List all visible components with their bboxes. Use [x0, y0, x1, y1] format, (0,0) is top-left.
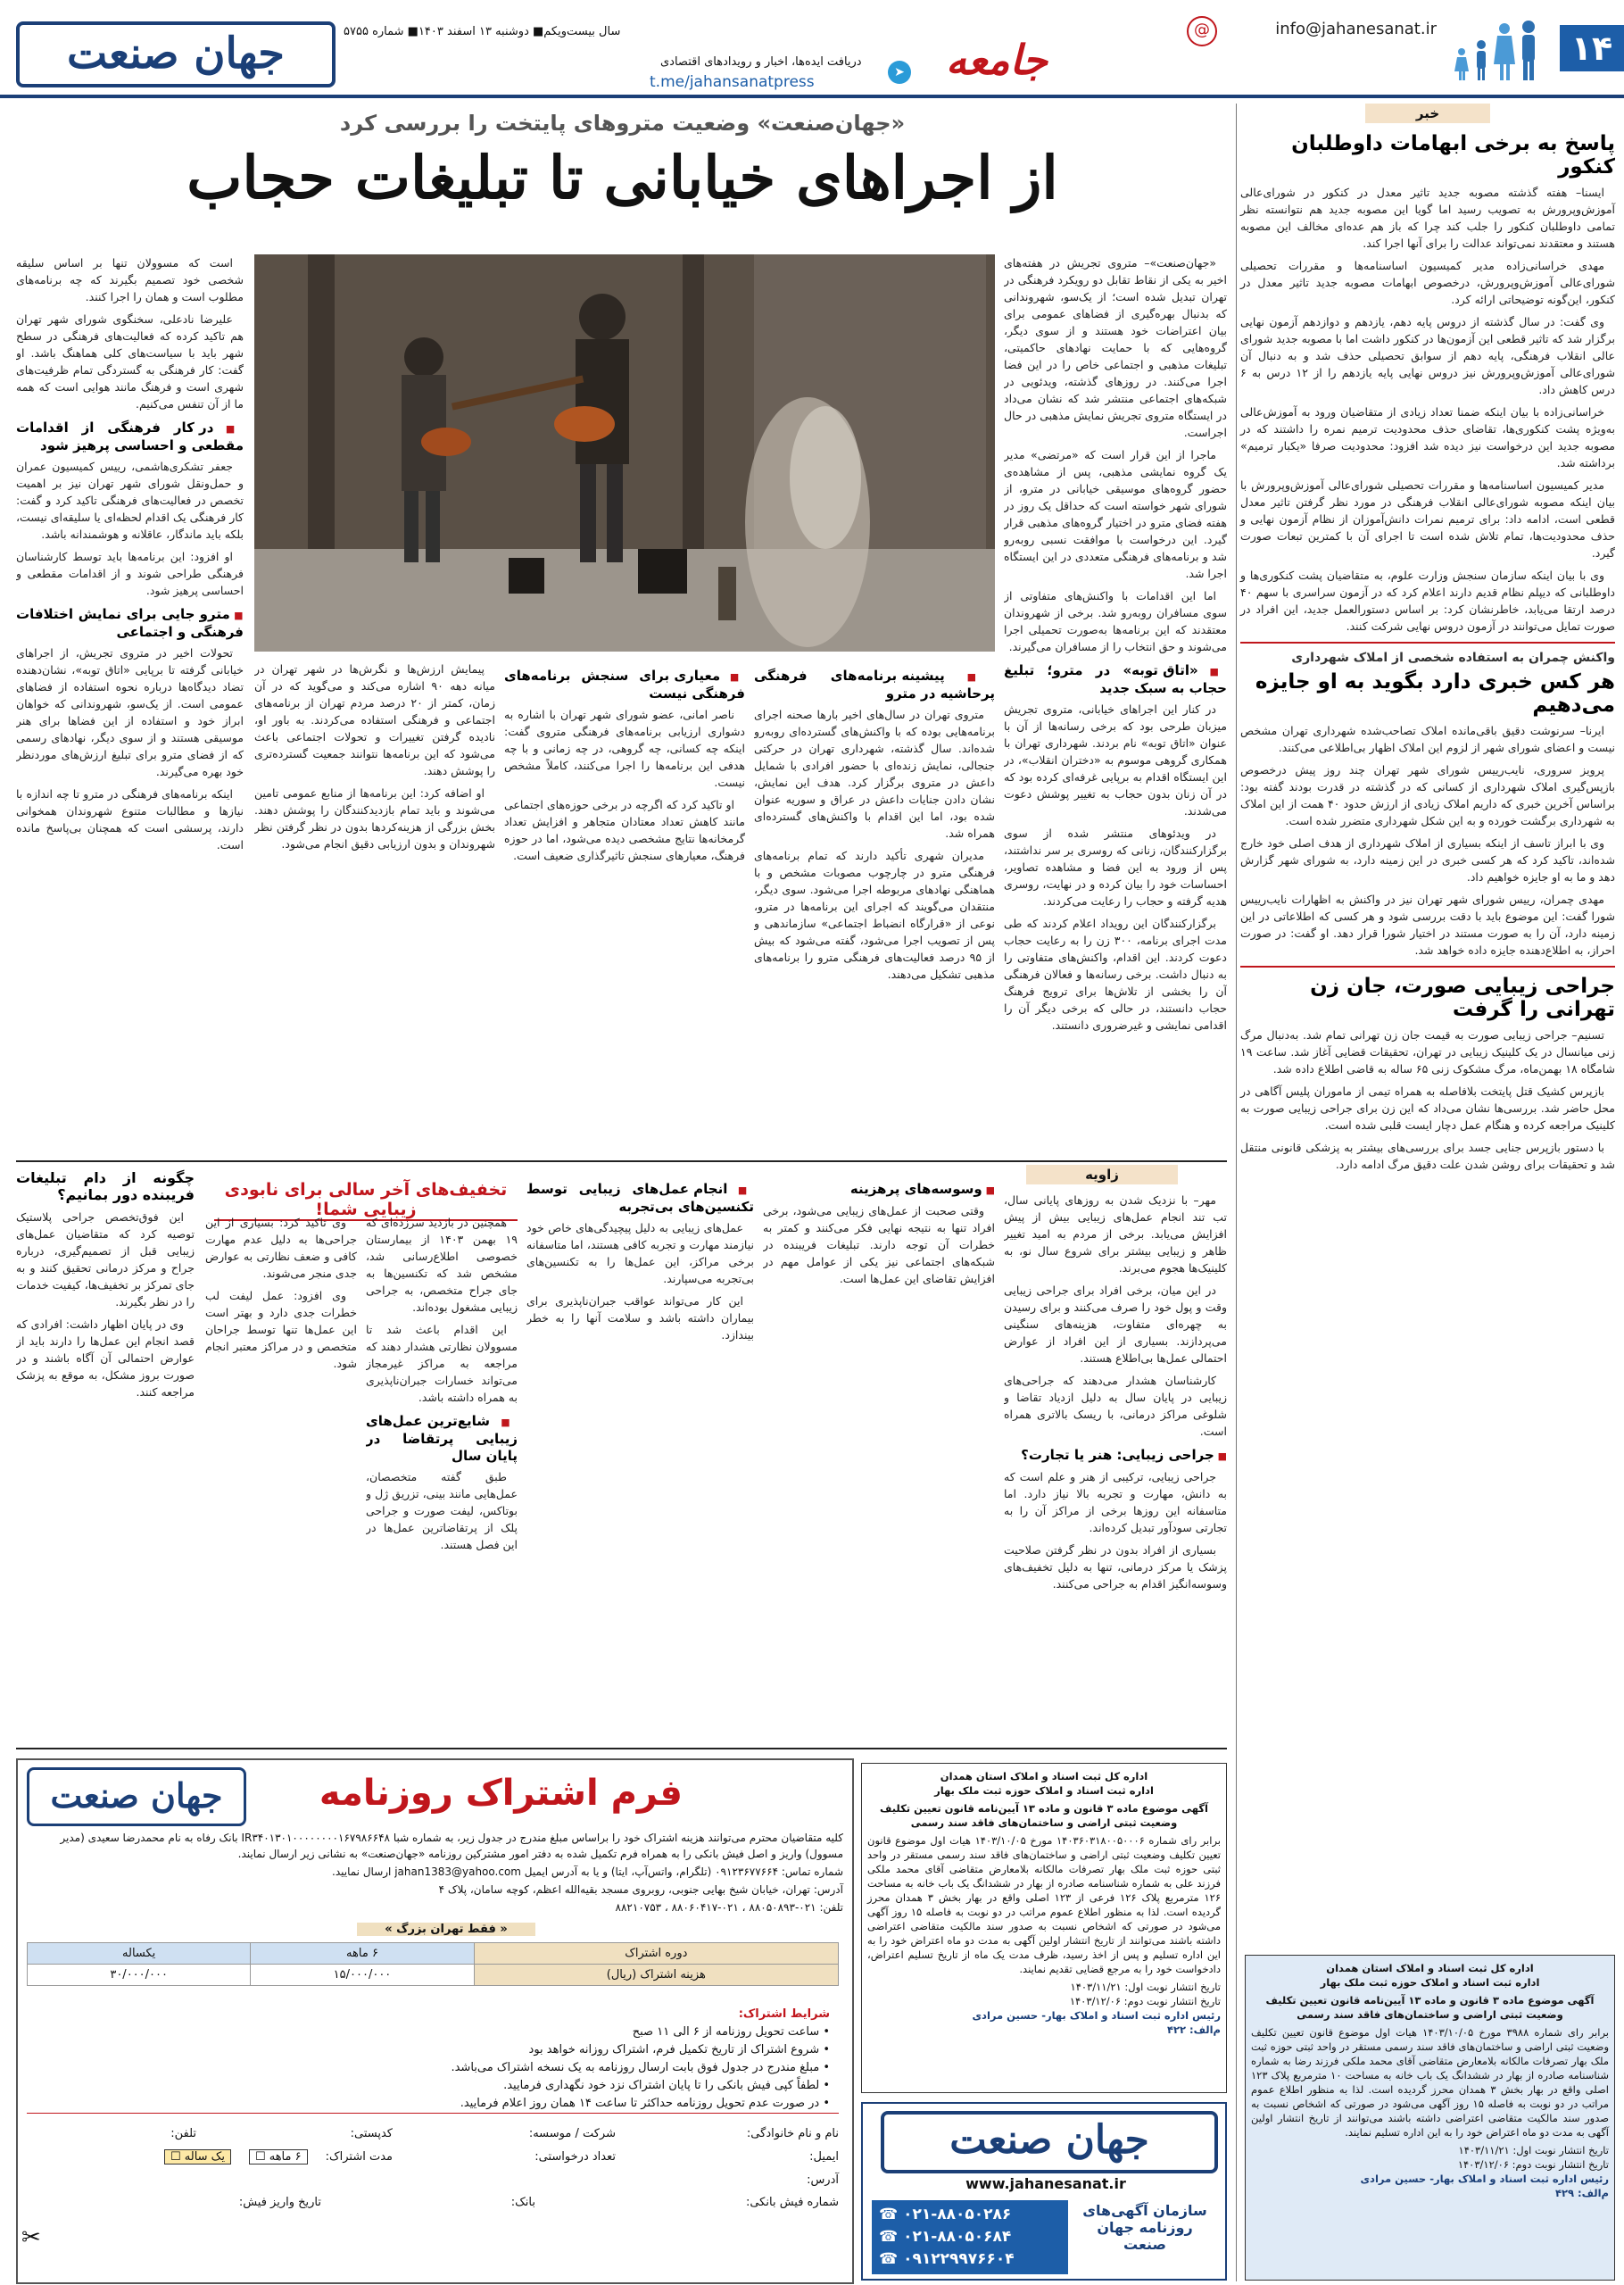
- paragraph: مدیران شهری تأکید دارند که تمام برنامه‌های فرهنگی مترو در چارچوب مصوبات مشخص و با هماهنگی نهادهای مربوطه اجرا می‌شود. سوی دیگر، منتقدان می‌گویند که اجرای این برنامه‌ها در مترو، نوعی از «قرارگاه انضباط اجتماعی» سازماندهی و پس از تصویب اجرا می‌شود، گفته می‌شود که بیش از ۹۵ درصد فعالیت‌های فرهنگی مترو را برنامه‌های مذهبی تشکیل می‌دهند.: [754, 849, 995, 981]
- table-caption: « فقط تهران بزرگ »: [357, 1923, 535, 1936]
- paragraph: برگزارکنندگان این رویداد اعلام کردند که طی مدت اجرای برنامه، ۳۰۰ زن را به رعایت حجاب دعوت کردند. این اقدام، واکنش‌های متفاوتی را به دنبال داشت. برخی رسانه‌ها و فعالان فرهنگی آن را بخشی از تلاش‌ها برای ترویج فرهنگ حجاب دانستند، در حالی که برخی دیگر آن را اقدامی نمایشی و غیرضروری دانستند.: [1004, 917, 1227, 1032]
- paragraph: خراسانی‌زاده با بیان اینکه ضمنا تعداد زیادی از متقاضیان ورود به آموزش‌عالی به‌ویژه پشت کنکوری‌ها، تقاضای حذف محدودیت ترمیم نمره را داشتند که در مصوبه جدید این درخواست نیز دیده شد افزود: محدودیت صرفا «یکبار ترمیم» برداشته شد.: [1240, 405, 1615, 469]
- paragraph: بسیاری از افراد بدون در نظر گرفتن صلاحیت پزشک یا مرکز درمانی، تنها به دلیل تخفیف‌های وسوسه‌انگیز اقدام به جراحی می‌کنند.: [1004, 1543, 1227, 1591]
- label-date: تاریخ واریز فیش:: [238, 2196, 321, 2209]
- ad1-dates: تاریخ انتشار نوبت اول: ۱۴۰۳/۱۱/۲۱ تاریخ انتشار نوبت دوم: ۱۴۰۳/۱۲/۰۶: [1069, 1981, 1221, 2007]
- paragraph: این اقدام باعث شد تا مسوولان نظارتی هشدار دهند که مراجعه به مراکز غیرمجاز می‌تواند خسارات جبران‌ناپذیری به همراه داشته باشد.: [366, 1323, 518, 1404]
- ad2-sign: رئیس اداره ثبت اسناد و املاک بهار- حسین مرادی م‌الف: ۴۲۹: [1360, 2173, 1609, 2199]
- paragraph: وی تاکید کرد: بسیاری از این جراحی‌ها به دلیل عدم مهارت کافی و ضعف نظارتی به عوارض جدی منجر می‌شوند.: [205, 1216, 357, 1280]
- main-col1: [1004, 254, 1227, 1156]
- paragraph: مهدی چمران، رییس شورای شهر تهران نیز در واکنش به اظهارات نایب‌رییس شورا گفت: این موضوع باید با دقت بررسی شود و هر کسی که اطلاعاتی در این زمینه دارد، آن را به صورت مستند در اختیار شورا قرار دهد. او گفت: در صورت احراز، به اطلاع‌دهنده جایزه داده خواهد شد.: [1240, 893, 1615, 957]
- lower-col3: [526, 1174, 754, 1741]
- col2-subhead1: ■ پیشینه برنامه‌های فرهنگی پرحاشیه در مترو: [754, 668, 995, 702]
- label-period: مدت اشتراک:: [325, 2150, 393, 2164]
- paragraph: وی با بیان اینکه سازمان سنجش وزارت علوم، به متقاضیان پشت کنکوری‌ها و داوطلبانی که دیپلم نظام قدیم دارند اعلام کرد که در آزمون سراسری با سهم ۴۰ درصد ارتقا می‌یابد، خاطرنشان کرد: بر اساس دستورالعمل جدید، این افراد در صورت تمایل می‌توانند در آزمون دروس نهایی شرکت کنند.: [1240, 569, 1615, 633]
- ad1-sign: رئیس اداره ثبت اسناد و املاک بهار- حسین مرادی م‌الف: ۴۲۲: [972, 2009, 1221, 2036]
- paragraph: در این میان، برخی افراد برای جراحی زیبایی وقت و پول خود را صرف می‌کنند و برای رسیدن به چهره‌ای متفاوت، هزینه‌های سنگینی می‌پردازند. بسیاری از این افراد از عوارض احتمالی عمل‌ها بی‌اطلاع هستند.: [1004, 1284, 1227, 1365]
- paragraph: این کار می‌تواند عواقب جبران‌ناپذیری برای بیماران داشته باشد و سلامت آنها را به خطر بیندازد.: [526, 1294, 754, 1342]
- col3-subhead: ■ معیاری برای سنجش برنامه‌های فرهنگی نیست: [504, 668, 745, 702]
- paragraph: همچنین در بازدید سرزده‌ای که ۱۹ بهمن ۱۴۰۳ از بیمارستان خصوصی اطلاع‌رسانی شد، مشخص شد که تکنسین‌ها به جای جراح متخصص، به جراحی زیبایی مشغول بوده‌اند.: [366, 1216, 518, 1314]
- paragraph: او افزود: این برنامه‌ها باید توسط کارشناسان فرهنگی طراحی شوند و از اقدامات مقطعی و احساسی پرهیز شود.: [16, 550, 244, 597]
- main-title: از اجراهای خیابانی تا تبلیغات حجاب: [186, 143, 1058, 212]
- subscription-contact: شماره تماس: ۰۹۱۲۳۶۷۷۶۶۴ (تلگرام، واتس‌آپ، ایتا) و یا به آدرس ایمیل jahan1383@yahoo.com ارسال نمایید.: [332, 1865, 843, 1878]
- label-phone: تلفن:: [170, 2127, 196, 2140]
- news1-body: [1240, 184, 1615, 635]
- phone-1[interactable]: ☎ ۰۲۱-۸۸۰۵۰۲۸۶: [879, 2206, 1012, 2223]
- col5-subhead2: ■ مترو جایی برای نمایش اختلافات فرهنگی و اجتماعی: [16, 606, 244, 641]
- ad2-header: اداره کل ثبت اسناد و املاک استان همدان اداره ثبت اسناد و املاک حوزه ثبت ملک بهار: [1320, 1962, 1540, 1989]
- condition-item: • ساعت تحویل روزنامه از ۶ الی ۱۱ صبح: [632, 2025, 830, 2039]
- conditions-title: شرایط اشتراک:: [738, 2007, 830, 2021]
- ad2-title: آگهی موضوع ماده ۳ قانون و ماده ۱۳ آیین‌نامه قانون تعیین تکلیف وضعیت ثبتی اراضی و ساختمان‌های فاقد سند رسمی: [1265, 1994, 1595, 2021]
- subscription-phones: تلفن: ۰۲۱-۸۸۰۵۰۸۹۳ ، ۰۲۱-۸۸۰۶۰۴۱۷ ، ۸۸۲۱۰۷۵۳: [615, 1901, 843, 1914]
- issue-info: سال بیست‌ویکم■ دوشنبه ۱۳ اسفند ۱۴۰۳■ شماره ۵۷۵۵: [344, 25, 621, 38]
- ad1-body: برابر رای شماره ۱۴۰۳۶۰۳۱۸۰۰۵۰۰۰۶ مورخ ۱۴۰۳/۱۰/۰۵ هیات اول موضوع قانون تعیین تکلیف وضعیت ثبتی اراضی و ساختمان‌های فاقد سند رسمی مستقر در واحد ثبتی حوزه ثبت ملک بهار تصرفات مالکانه بلامعارض متقاضی آقای محمد ملکی فرزند علی به شماره شناسنامه صادره از بهار در ششدانگ یک باب خانه به مساحت ۱۲۶ مترمربع پلاک ۱۲۶ فرعی از ۱۲۳ اصلی واقع در بهار بخش ۳ همدان محرز گردیده است. لذا به منظور اطلاع عموم مراتب در دو نوبت به فاصله ۱۵ روز آگهی می‌شود در صورتی که اشخاص نسبت به صدور سند مالکیت متقاضی اعتراضی داشته باشند می‌توانند از تاریخ انتشار اولین آگهی به مدت دو ماه اعتراض خود را به این اداره تسلیم و پس از اخذ رسید، ظرف مدت یک ماه از تاریخ تسلیم اعتراض، دادخواست خود را به مرجع قضایی تقدیم نمایند.: [867, 1834, 1222, 1975]
- main-col5: [16, 254, 244, 1156]
- paragraph: طبق گفته متخصصان، عمل‌هایی مانند بینی، تزریق ژل و بوتاکس، لیفت صورت و جراحی پلک از پرتقاضاترین عمل‌ها در این فصل هستند.: [366, 1470, 518, 1551]
- label-company: شرکت / موسسه:: [528, 2127, 616, 2140]
- ad1-title: آگهی موضوع ماده ۳ قانون و ماده ۱۳ آیین‌نامه قانون تعیین تکلیف وضعیت ثبتی اراضی و ساختمان‌های فاقد سند رسمی: [880, 1802, 1208, 1829]
- page-number: ۱۴: [1560, 25, 1624, 71]
- label-name: نام و نام خانوادگی:: [746, 2127, 839, 2140]
- lower-col6-title: چگونه از دام تبلیغات فریبنده دور بمانیم؟: [16, 1169, 195, 1203]
- lower-col4: [366, 1214, 518, 1741]
- paragraph: وی با ابراز تاسف از اینکه بسیاری از املاک شهرداری از هدف اصلی خود خارج شده‌اند، تاکید کرد که هر کسی خبری در این زمینه دارد، به شورای شهر گزارش دهد و ما به او جایزه خواهیم داد.: [1240, 836, 1615, 884]
- paragraph: تحولات اخیر در متروی تجریش، از اجراهای خیابانی گرفته تا برپایی «اتاق توبه»، نشان‌دهنده تضاد دیدگاه‌ها درباره نحوه استفاده از فضاهای عمومی است. از یک‌سو، شهروندانی که خواهان ابراز خود و استفاده از این فضاها برای هنر موسیقی هستند و از سوی دیگر، نهادهای رسمی که از فضای مترو برای تبلیغ ارزش‌های موردنظر خود بهره می‌گیرند.: [16, 646, 244, 778]
- condition-item: • شروع اشتراک از تاریخ تکمیل فرم، اشتراک روزانه خواهد بود: [528, 2043, 830, 2056]
- label-address: آدرس:: [807, 2173, 839, 2187]
- lower-col4-subhead: ■ شایع‌ترین عمل‌های زیبایی پرتقاضا در پایان سال: [366, 1413, 518, 1465]
- paragraph: تسنیم– جراحی زیبایی صورت به قیمت جان زن تهرانی تمام شد. به‌دنبال مرگ زنی میانسال در یک کلینیک زیبایی در تهران، تحقیقات قضایی آغاز شد. ساعت ۱۹ شامگاه ۱۸ بهمن‌ماه، مرگ مشکوک زنی ۶۵ ساله به قاضی اطلاع داده شد.: [1240, 1028, 1615, 1076]
- paragraph: ایسنا– هفته گذشته مصوبه جدید تاثیر معدل در کنکور در شورای‌عالی آموزش‌وپرورش به تصویب رسید اما گویا این مصوبه جدید هم نتوانسته نظر تمامی داوطلبان کنکور را جلب کند چرا که باز هم عده‌ای مخالف این مصوبه هستند و معتقدند نمی‌تواند عدالت را برای آنها اجرا کند.: [1240, 186, 1615, 250]
- th-year: یکساله: [28, 1943, 251, 1965]
- paragraph: او تاکید کرد که اگرچه در برخی حوزه‌های اجتماعی مانند کاهش تعداد معتادان متجاهر و افزایش تعداد گرمخانه‌ها نتایج مشخصی دیده می‌شود، اما در حوزه فرهنگ، معیارهای سنجش تاثیرگذاری ضعیف است.: [504, 798, 745, 862]
- zavieh-col2: [763, 1174, 995, 1741]
- ad1-header: اداره کل ثبت اسناد و املاک استان همدان اداره ثبت اسناد و املاک حوزه ثبت ملک بهار: [934, 1770, 1154, 1797]
- ad-sales-org: سازمان آگهی‌های روزنامه جهان صنعت: [1082, 2202, 1207, 2253]
- scissors-icon: ✂: [21, 2224, 41, 2251]
- lower-bottom-rule: [16, 1748, 1227, 1749]
- paragraph: علیرضا نادعلی، سخنگوی شورای شهر تهران هم تاکید کرده که فعالیت‌های فرهنگی در سطح شهر باید با سیاست‌های کلی هماهنگ باشد. او گفت: کار فرهنگی به گستردگی تمام ظرفیت‌های شهری است و فرهنگ مانند هوایی است که همه ما از آن تنفس می‌کنیم.: [16, 312, 244, 411]
- article-photo: [254, 254, 995, 652]
- paragraph: در کنار این اجراهای خیابانی، متروی تجریش میزبان طرحی بود که برخی رسانه‌ها از آن با عنوان «اتاق توبه» نام بردند. شهرداری تهران با همکاری گروهی موسوم به «دختران انقلاب»، در این ایستگاه اقدام به برپایی غرفه‌ای کرده بود که در آن زنان بدون حجاب به تغییر پوشش دعوت می‌شدند.: [1004, 702, 1227, 818]
- lower-col6: [16, 1169, 195, 1741]
- legal-ad-1: [861, 1763, 1227, 2093]
- col5-subhead1: ■ در کار فرهنگی از اقدامات مقطعی و احساسی پرهیز شود: [16, 420, 244, 454]
- paragraph: ماجرا از این قرار است که «مرتضی» مدیر یک گروه نمایشی مذهبی، پس از مشاهده‌ی حضور گروه‌های موسیقی خیابانی در مترو، از شورای شهر خواسته است که حداقل یک روز در هفته فضای مترو در اختیار گروه‌های مذهبی قرار گیرد. این درخواست با موافقت نسبی روبه‌رو شد و برنامه‌های فرهنگی متعددی در این ایستگاه اجرا شد.: [1004, 448, 1227, 580]
- paragraph: وی گفت: در سال گذشته از دروس پایه دهم، یازدهم و دوازدهم آزمون نهایی برگزار شد که تاثیر قطعی این آزمون‌ها در کنکور داشت اما با مصوبه جدید شورای عالی انقلاب فرهنگی، پایه دهم از سوابق تحصیلی حذف شد و به دنبال آن شورای‌عالی آموزش‌وپرورش نیز دروس نهایی پایه یازدهم را از ۱۲ درس به ۶ درس کاهش داد.: [1240, 315, 1615, 396]
- news2-title: هر کس خبری دارد بگوید به او جایزه می‌دهیم: [1255, 670, 1615, 717]
- page-header: [0, 0, 1624, 98]
- th-six: ۶ ماهه: [251, 1943, 474, 1965]
- condition-item: • در صورت عدم تحویل روزنامه حداکثر تا ساعت ۱۴ همان روز اعلام فرمایید.: [460, 2097, 830, 2110]
- paragraph: در ویدئوهای منتشر شده از سوی برگزارکنندگان، زنانی که روسری بر سر نداشتند، پس از ورود به این فضا و مشاهده تصاویر، احساسات خود را بیان کرده و در نهایت، روسری هدیه گرفته و حجاب را رعایت می‌کردند.: [1004, 827, 1227, 908]
- label-count: تعداد درخواستی:: [534, 2150, 616, 2164]
- paragraph: مهر– با نزدیک شدن به روزهای پایانی سال، تب تند انجام عمل‌های زیبایی بیش از پیش افزایش می‌یابد. برخی از مردم به امید تغییر ظاهر و زیبایی بیشتر برای شروع سال نو، به کلینیک‌ها هجوم می‌برند.: [1004, 1193, 1227, 1275]
- paragraph: مدیر کمیسیون اساسنامه‌ها و مقررات تحصیلی شورای‌عالی آموزش‌وپرورش با بیان اینکه مصوبه شورای‌عالی انقلاب فرهنگی در مورد نظر گرفتن تاثیر معدل قطعی است، ادامه داد: برای ترمیم نمرات دانش‌آموزان از نظام آزمون نهایی و حذف محدودیت‌ها، تمام تلاش شده است تا اجرای آن با کمترین تبعات صورت گیرد.: [1240, 478, 1615, 560]
- price-six: ۱۵/۰۰۰/۰۰۰: [251, 1965, 474, 1986]
- header-email[interactable]: info@jahanesanat.ir: [1275, 20, 1437, 38]
- right-sidebar: [1240, 104, 1615, 1773]
- telegram-link[interactable]: t.me/jahansanatpress: [650, 73, 815, 91]
- phone-3[interactable]: ☎ ۰۹۱۲۲۹۹۷۶۶۰۴: [879, 2250, 1015, 2268]
- paragraph: کارشناسان هشدار می‌دهند که جراحی‌های زیبایی در پایان سال به دلیل ازدیاد تقاضا و شلوغی مراکز درمانی، با ریسک بالاتری همراه است.: [1004, 1374, 1227, 1438]
- paragraph: اما این اقدامات با واکنش‌های متفاوتی از سوی مسافران روبه‌رو شد. برخی از شهروندان معتقدند که این برنامه‌ها به‌صورت تحمیلی اجرا می‌شوند و حق انتخاب را از مسافران می‌گیرند.: [1004, 589, 1227, 653]
- paragraph: اینکه برنامه‌های فرهنگی در مترو تا چه اندازه با نیازها و مطالبات متنوع شهروندان همخوانی دارند، پرسشی است که همچنان بی‌پاسخ مانده است.: [16, 787, 244, 852]
- news3-body: [1240, 1026, 1615, 1173]
- ad-sales-phones: [872, 2200, 1068, 2274]
- checkbox-year[interactable]: یک ساله ☐: [164, 2149, 231, 2165]
- paragraph: عمل‌های زیبایی به دلیل پیچیدگی‌های خاص خود نیازمند مهارت و تجربه کافی هستند، اما متاسفانه برخی مراکز، این عمل‌ها را به تکنسین‌های بی‌تجربه می‌سپارند.: [526, 1221, 754, 1285]
- label-postal: کدپستی:: [350, 2127, 393, 2140]
- paragraph: مهدی خراسانی‌زاده مدیر کمیسیون اساسنامه‌ها و مقررات تحصیلی شورای‌عالی آموزش‌وپرورش، درخصوص ابهامات مصوبه جدید تاثیر معدل در کنکور، این‌گونه توضیحاتی ارائه کرد.: [1240, 259, 1615, 306]
- row-label: هزینه اشتراک (ریال): [474, 1965, 838, 1986]
- paragraph: پرویز سروری، نایب‌رییس شورای شهر تهران چند روز پیش درخصوص بازپس‌گیری املاک شهرداری از کسانی که در گذشته در قدرت بودند گفته بود: براساس آخرین خبری که داریم املاک زیادی از ارزش حدود ۴۰ همت از این املاک به شهرداری برگشت خورده و به این شکل شهرداری متضرر شده است.: [1240, 763, 1615, 827]
- ad2-dates: تاریخ انتشار نوبت اول: ۱۴۰۳/۱۱/۲۱ تاریخ انتشار نوبت دوم: ۱۴۰۳/۱۲/۰۶: [1457, 2144, 1609, 2171]
- subscription-form: [16, 1758, 854, 2284]
- subscription-title: فرم اشتراک روزنامه: [319, 1773, 683, 1814]
- section-title: جامعه: [946, 36, 1048, 84]
- subscription-instructions: کلیه متقاضیان محترم می‌توانند هزینه اشتراک خود را براساس مبلغ مندرج در جدول زیر، به شماره شبا IR۳۴۰۱۳۰۱۰۰۰۰۰۰۰۰۱۶۷۹۸۶۶۴۸ بانک رفاه به نام محمدرضا سعیدی (مدیر مسوول) واریز و اصل فیش بانکی را به همراه فرم تکمیل شده به دفتر امور مشترکین روزنامه «جهان‌صنعت» به نشانی زیر ارسال نمایند.: [60, 1832, 843, 1860]
- main-col2: [754, 661, 995, 1156]
- paragraph: وقتی صحبت از عمل‌های زیبایی می‌شود، برخی افراد تنها به نتیجه نهایی فکر می‌کنند و کمتر به خطرات آن توجه دارند. تبلیغات فریبنده در شبکه‌های اجتماعی نیز یکی از عوامل مهم در افزایش تقاضای این عمل‌ها است.: [763, 1204, 995, 1285]
- paragraph: جعفر تشکری‌هاشمی، رییس کمیسیون عمران و حمل‌ونقل شورای شهر تهران نیز بر اهمیت تخصص در فعالیت‌های فرهنگی تاکید کرد و گفت: کار فرهنگی یک اقدام لحظه‌ای یا سلیقه‌ای نیست، بلکه باید ماندگار، عاقلانه و هوشمندانه باشد.: [16, 460, 244, 541]
- ad-sales-site[interactable]: www.jahanesanat.ir: [965, 2175, 1126, 2192]
- news3-title: جراحی زیبایی صورت، جان زن تهرانی را گرفت: [1310, 975, 1615, 1021]
- price-year: ۳۰/۰۰۰/۰۰۰: [28, 1965, 251, 1986]
- lower-col3-subhead: ■ انجام عمل‌های زیبایی توسط تکنسین‌های بی‌تجربه: [526, 1181, 754, 1216]
- paragraph: وی در پایان اظهار داشت: افرادی که قصد انجام این عمل‌ها را دارند باید از عوارض احتمالی آن آگاه باشند و در صورت بروز مشکل، به موقع به پزشک مراجعه کنند.: [16, 1317, 195, 1399]
- paragraph: او اضافه کرد: این برنامه‌ها از منابع عمومی تامین می‌شوند و باید تمام بازدیدکنندگان را پوشش دهند. بخش بزرگی از هزینه‌کردها بدون در نظر گرفتن نظر شهروندان و بدون ارزیابی دقیق انجام می‌شود.: [254, 786, 495, 851]
- family-icon: [1444, 16, 1551, 82]
- form-fields: [27, 2122, 839, 2218]
- label-email: ایمیل:: [809, 2150, 839, 2164]
- col1-subhead: ■ «اتاق توبه» در مترو؛ تبلیغ حجاب به سبک جدید: [1004, 662, 1227, 697]
- news2-kicker: واکنش چمران به استفاده شخصی از املاک شهرداری: [1291, 651, 1615, 665]
- telegram-icon: ➤: [888, 61, 911, 84]
- conditions: [241, 2006, 830, 2113]
- phone-2[interactable]: ☎ ۰۲۱-۸۸۰۵۰۶۸۴: [879, 2228, 1012, 2246]
- tag-zavieh: زاویه: [1026, 1165, 1178, 1184]
- sidebar-divider: [1236, 104, 1237, 2281]
- paragraph: متروی تهران در سال‌های اخیر بارها صحنه اجرای برنامه‌هایی بوده که با واکنش‌های گسترده‌ای روبه‌رو شده‌اند. سال گذشته، شهرداری تهران در حرکتی جنجالی، نمایش زنده‌ای با حضور افرادی با شمایل داعش در متروی برگزار کرد. هدف این نمایش، نشان دادن جنایات داعش در عراق و سوریه عنوان شده بود، اما این اقدام با واکنش‌های گسترده‌ای همراه شد.: [754, 708, 995, 840]
- paragraph: پیمایش ارزش‌ها و نگرش‌ها در شهر تهران در میانه دهه ۹۰ اشاره می‌کند و می‌گوید که در آن زمان، کمتر از ۲۰ درصد مردم تهران از برنامه‌های اجتماعی و فرهنگی استفاده می‌کردند. به باور او، نادیده گرفتن تغییرات و تحولات اجتماعی باعث می‌شود که این برنامه‌ها نتوانند جمعیت گسترده‌تری را پوشش دهند.: [254, 662, 495, 777]
- checkbox-six[interactable]: ۶ ماهه ☐: [249, 2149, 308, 2165]
- lower-col5: [205, 1214, 357, 1741]
- subscription-logo: جهان صنعت: [27, 1767, 246, 1826]
- paragraph: ناصر امانی، عضو شورای شهر تهران با اشاره به دشواری ارزیابی برنامه‌های فرهنگی متروی گفت: اینکه چه کسانی، چه گروهی، در چه زمانی و با چه هدفی این برنامه‌ها را اجرا می‌کنند، کاملاً مشخص نیست.: [504, 708, 745, 789]
- zavieh-col1: [1004, 1192, 1227, 1741]
- main-kicker: «جهان‌صنعت» وضعیت متروهای پایتخت را بررسی کرد: [339, 111, 906, 136]
- header-rule: [0, 95, 1624, 98]
- price-table: [27, 1942, 839, 1986]
- subscription-address: آدرس: تهران، خیابان شیخ بهایی جنوبی، روبروی مسجد بقیه‌الله اعظم، کوچه سامان، پلاک ۴: [438, 1883, 843, 1896]
- paragraph: «جهان‌صنعت»– متروی تجریش در هفته‌های اخیر به یکی از نقاط تقابل دو رویکرد فرهنگی در تهران تبدیل شده است؛ از یک‌سو، شهروندانی که بدنبال بهره‌گیری از فضاهای عمومی برای بیان اعتراضات خود هستند و از سوی دیگر، گروه‌هایی که با حمایت نهادهای حاکمیتی، تبلیغات مذهبی و اجتماعی خاص را در این فضا اجرا می‌کنند. در روزهای گذشته، ویدئویی در شبکه‌های اجتماعی منتشر شد که نشان می‌داد در ایستگاه متروی تجریش نمایش مذهبی در حال اجراست.: [1004, 256, 1227, 439]
- news2-body: [1240, 722, 1615, 959]
- ad2-body: برابر رای شماره ۳۹۸۸ مورخ ۱۴۰۳/۱۰/۰۵ هیات اول موضوع قانون تعیین تکلیف وضعیت ثبتی اراضی و ساختمان‌های فاقد سند رسمی مستقر در واحد ثبتی حوزه ثبت ملک بهار تصرفات مالکانه بلامعارض متقاضی آقای محمد ملکی فرزند رضا به شماره شناسنامه صادره از بهار در ششدانگ یک باب خانه به مساحت ۱۰ مترمربع پلاک ۱۲۳ اصلی واقع در بهار بخش ۳ همدان محرز گردیده است. لذا به منظور اطلاع عموم مراتب در دو نوبت به فاصله ۱۵ روز آگهی می‌شود در صورتی که اشخاص نسبت به صدور سند مالکیت متقاضی اعتراضی داشته باشند می‌توانند از تاریخ انتشار اولین آگهی به مدت دو ماه اعتراض خود را به این اداره تسلیم نمایند.: [1251, 2026, 1610, 2139]
- paragraph: جراحی زیبایی، ترکیبی از هنر و علم است که به دانش، مهارت و تجربه بالا نیاز دارد. اما متاسفانه این روزها برخی از مراکز آن را به تجارتی سودآور تبدیل کرده‌اند.: [1004, 1470, 1227, 1534]
- main-bottom-rule: [16, 1160, 1227, 1162]
- tag-news: خبر: [1365, 104, 1490, 123]
- news1-title: پاسخ به برخی ابهامات داوطلبان کنکور: [1291, 132, 1615, 179]
- main-col3: [504, 661, 745, 1156]
- condition-item: • لطفاً کپی فیش بانکی را تا پایان اشتراک نزد خود نگهداری فرمایید.: [503, 2079, 830, 2092]
- condition-item: • مبلغ مندرج در جدول فوق بابت ارسال روزنامه به یک نسخه اشتراک می‌باشد.: [451, 2061, 830, 2074]
- label-bank-no: شماره فیش بانکی:: [745, 2196, 839, 2209]
- telegram-caption: دریافت ایده‌ها، اخبار و رویدادهای اقتصادی: [660, 55, 862, 69]
- paragraph: ایرنا– سرنوشت دقیق باقی‌مانده املاک تصاحب‌شده شهرداری تهران مشخص نیست و اعضای شورای شهر از لزوم این املاک اظهار بی‌اطلاعی می‌کنند.: [1240, 724, 1615, 754]
- main-col4: [254, 661, 495, 1156]
- promo-banner: تخفیف‌های آخر سالی برای نابودی زیبایی شما!: [214, 1180, 518, 1221]
- paragraph: با دستور بازپرس جنایی جسد برای بررسی‌های بیشتر به پزشکی قانونی منتقل شد و تحقیقات برای روشن شدن علت دقیق مرگ ادامه دارد.: [1240, 1141, 1615, 1171]
- th-period: دوره اشتراک: [474, 1943, 838, 1965]
- ad-sales-logo: جهان صنعت: [881, 2111, 1218, 2173]
- email-icon: @: [1187, 16, 1217, 46]
- paragraph: بازپرس کشیک قتل پایتخت بلافاصله به همراه تیمی از ماموران پلیس آگاهی در محل حاضر شد. بررسی‌ها نشان می‌داد که این زن برای جراحی زیبایی صورت به کلینیک مراجعه کرده و هنگام عمل دچار ایست قلبی شده است.: [1240, 1084, 1615, 1132]
- zavieh-subhead1: ■ وسوسه‌های پرهزینه: [763, 1181, 995, 1199]
- paragraph: این فوق‌تخصص جراحی پلاستیک توصیه کرد که متقاضیان عمل‌های زیبایی قبل از تصمیم‌گیری، درباره جراح و مرکز درمانی تحقیق کنند و به جای تمرکز بر تخفیف‌ها، کیفیت خدمات را در نظر بگیرند.: [16, 1210, 195, 1309]
- ad-sales-box: [861, 2102, 1227, 2281]
- paragraph: است که مسوولان تنها بر اساس سلیقه شخصی خود تصمیم بگیرند که چه برنامه‌های مطلوب است و همان را اجرا کنند.: [16, 256, 244, 303]
- legal-ad-2: [1245, 1955, 1615, 2281]
- zavieh-subhead2: ■ جراحی زیبایی: هنر یا تجارت؟: [1004, 1447, 1227, 1465]
- paragraph: وی افزود: عمل لیفت لب خطرات جدی دارد و بهتر است این عمل‌ها تنها توسط جراحان متخصص و در مراکز معتبر انجام شود.: [205, 1289, 357, 1370]
- masthead-logo: جهان صنعت: [16, 21, 336, 87]
- label-bank-name: بانک:: [510, 2196, 535, 2209]
